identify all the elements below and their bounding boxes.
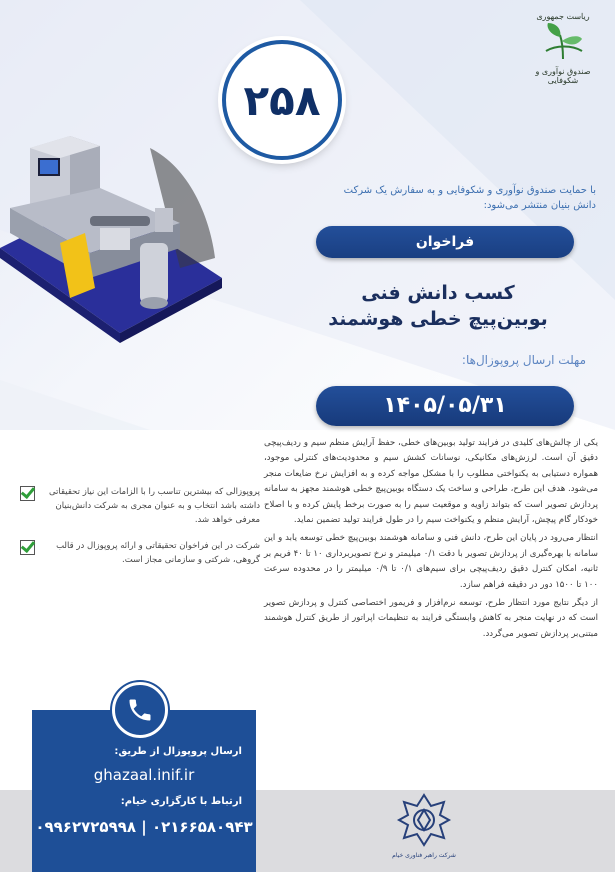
- title-line-1: کسب دانش فنی: [361, 282, 515, 304]
- fund-text: صندوق نوآوری و شکوفایی: [535, 67, 591, 85]
- title-line-2: بوبین‌پیچ خطی هوشمند: [328, 308, 548, 330]
- deadline-label: مهلت ارسال پروپوزال‌ها:: [461, 353, 586, 367]
- checkmark-icon: [20, 540, 35, 555]
- khayam-logo: [392, 792, 456, 868]
- submission-link[interactable]: ghazaal.inif.ir: [93, 766, 195, 784]
- call-banner: فراخوان: [316, 226, 574, 258]
- phone-numbers[interactable]: ۰۹۹۶۲۷۲۵۹۹۸ | ۰۲۱۶۶۵۸۰۹۴۳: [35, 818, 253, 836]
- requirements-list: [20, 485, 260, 579]
- checkmark-icon: [20, 486, 35, 501]
- deadline-date: ۱۴۰۵/۰۵/۳۱: [316, 386, 574, 426]
- coil-winder-illustration: [0, 128, 222, 348]
- description: [264, 436, 598, 645]
- phone-badge: [112, 682, 168, 738]
- description-paragraph-3: از دیگر نتایج مورد انتظار طرح، توسعه نرم‌افزار و فریمور اختصاصی کنترل و پردازش تصویر است که در نهایت منجر به کاهش وابستگی فرایند به تنظیمات اپراتور از طریق کنترل هوشمند مبتنی‌بر پردازش تصویر می‌گردد.: [264, 598, 598, 639]
- requirement-text: پروپوزالی که بیشترین تناسب را با الزامات این نیاز تحقیقاتی داشته باشد انتخاب و به عنوان مجری به شرکت دانش‌بنیان معرفی خواهد شد.: [48, 487, 260, 525]
- description-paragraph-2: انتظار می‌رود در پایان این طرح، دانش فنی و سامانه هوشمند بوبین‌پیچ خطی توسعه یابد و این سامانه با بهره‌گیری از پردازش تصویر با دقت ۰/۱ میلیمتر و نرخ تصویربرداری ۱۰ تا ۴۰ فریم بر ثانیه، امکان کنترل دقیق ردیف‌پیچی برای سیم‌های ۰/۱ تا ۰/۹ میلیمتر را در محدوده سرعت ۱۰۰ تا ۱۵۰۰ دور در دقیقه فراهم سازد.: [264, 533, 598, 590]
- sprout-icon: [538, 21, 588, 61]
- phone-icon: [126, 696, 154, 724]
- khayam-emblem-icon: [396, 792, 452, 848]
- send-label: ارسال پروپوزال از طریق:: [114, 746, 242, 757]
- khayam-name: شرکت راهبر فناوری خیام: [392, 852, 456, 859]
- requirement-text: شرکت در این فراخوان تحقیقاتی و ارائه پروپوزال در قالب گروهی، شرکتی و سازمانی مجاز است.: [56, 541, 260, 565]
- requirement-item: [20, 485, 260, 527]
- description-paragraph-1: یکی از چالش‌های کلیدی در فرایند تولید بوبین‌های خطی، حفظ آرایش منظم سیم و ردیف‌پیچی دقیق آن است. لرزش‌های مکانیکی، نوسانات کشش سیم و محدودیت‌های کنترلی موجود، همواره دستیابی به یکنواختی مطلوب را با مشکل مواجه کرده و به افزایش نرخ ضایعات منجر می‌شود. هدف این طرح، طراحی و ساخت یک دستگاه بوبین‌پیچ خطی هوشمند مجهز به سامانه پردازش تصویر است که بتواند زاویه و موقعیت سیم را به صورت برخط پایش کرده و با اصلاح خودکار گام پیچش، آرایش منظم و یکنواخت سیم را در طول فرایند تولید تضمین نماید.: [264, 438, 598, 526]
- call-number-badge: [222, 40, 342, 160]
- requirement-item: [20, 539, 260, 567]
- gov-text: ریاست جمهوری: [536, 12, 590, 21]
- khayam-contact-label: ارتباط با کارگزاری خیام:: [120, 796, 242, 807]
- support-statement: با حمایت صندوق نوآوری و شکوفایی و به سفارش یک شرکت دانش بنیان منتشر می‌شود:: [343, 185, 596, 211]
- call-number: ۲۵۸: [243, 75, 321, 125]
- fund-logo: [522, 8, 604, 90]
- call-title: [290, 280, 586, 332]
